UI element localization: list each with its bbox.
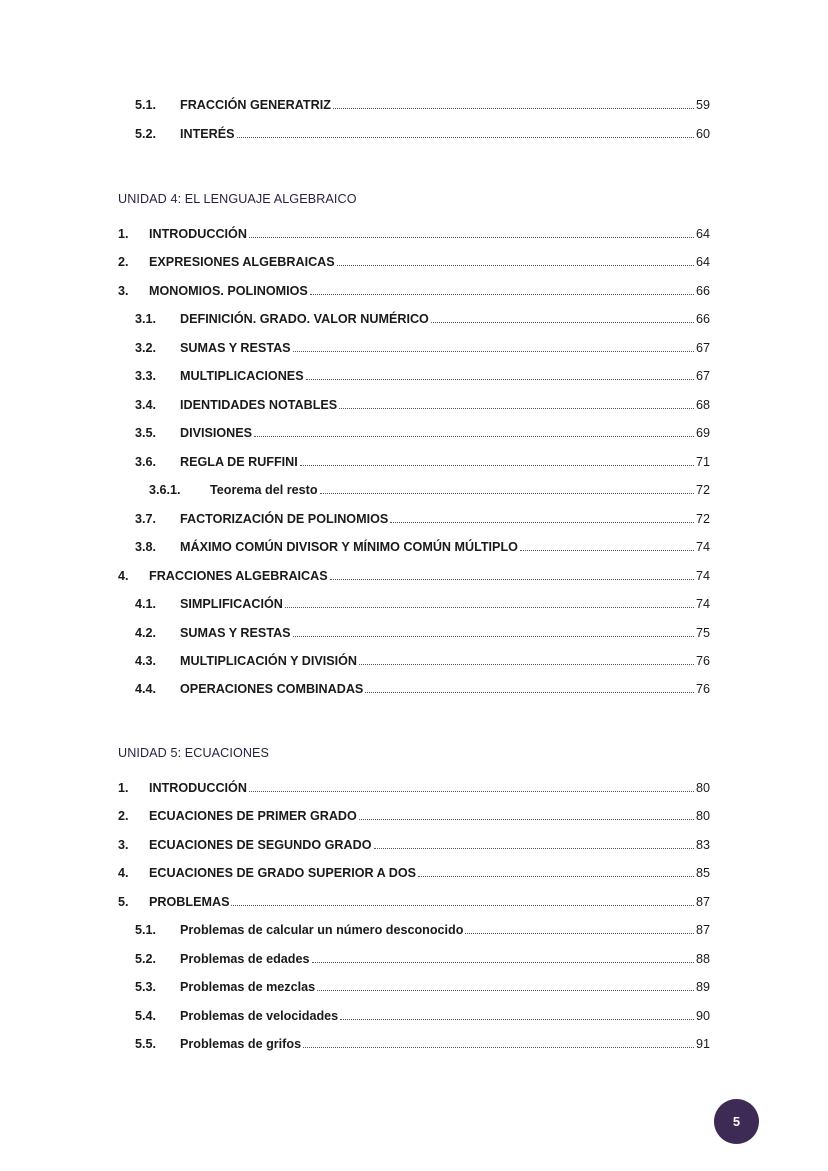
- toc-leader-dots: [293, 635, 694, 637]
- toc-entry-title: MONOMIOS. POLINOMIOS: [149, 284, 308, 298]
- toc-entry[interactable]: [118, 809, 710, 829]
- toc-entry-page: 89: [695, 980, 710, 994]
- toc-entry-title: SUMAS Y RESTAS: [180, 626, 291, 640]
- toc-entry-title: INTERÉS: [180, 127, 235, 141]
- toc-entry-title: ECUACIONES DE GRADO SUPERIOR A DOS: [149, 866, 417, 880]
- toc-entry-title: IDENTIDADES NOTABLES: [180, 398, 338, 412]
- toc-entry[interactable]: [135, 654, 710, 674]
- toc-entry-page: 75: [695, 626, 710, 640]
- toc-entry-number: 5.1.: [135, 923, 157, 937]
- toc-entry-page: 59: [695, 98, 710, 112]
- toc-entry-title: SUMAS Y RESTAS: [180, 341, 291, 355]
- toc-leader-dots: [359, 663, 694, 665]
- toc-entry-page: 85: [695, 866, 710, 880]
- toc-entry-title: Problemas de velocidades: [180, 1009, 339, 1023]
- toc-leader-dots: [237, 136, 694, 138]
- toc-entry-title: PROBLEMAS: [149, 895, 230, 909]
- toc-entry-number: 4.1.: [135, 597, 157, 611]
- toc-entry[interactable]: [135, 98, 710, 118]
- toc-leader-dots: [306, 378, 694, 380]
- toc-entry-title: Problemas de mezclas: [180, 980, 316, 994]
- toc-leader-dots: [390, 521, 694, 523]
- toc-entry[interactable]: [118, 781, 710, 801]
- toc-leader-dots: [418, 875, 694, 877]
- toc-entry-title: ECUACIONES DE PRIMER GRADO: [149, 809, 357, 823]
- toc-entry[interactable]: [149, 483, 710, 503]
- toc-entry-number: 1.: [118, 227, 129, 241]
- toc-entry-number: 5.: [118, 895, 129, 909]
- toc-entry-number: 3.3.: [135, 369, 157, 383]
- toc-entry-title: MULTIPLICACIONES: [180, 369, 304, 383]
- toc-entry[interactable]: [118, 895, 710, 915]
- toc-entry-title: SIMPLIFICACIÓN: [180, 597, 283, 611]
- toc-entry[interactable]: [135, 682, 710, 702]
- toc-entry-number: 2.: [118, 809, 129, 823]
- toc-entry-number: 2.: [118, 255, 129, 269]
- toc-leader-dots: [330, 578, 694, 580]
- toc-entry[interactable]: [135, 1037, 710, 1057]
- toc-leader-dots: [359, 818, 694, 820]
- toc-leader-dots: [231, 904, 694, 906]
- toc-entry[interactable]: [118, 227, 710, 247]
- toc-entry-page: 64: [695, 227, 710, 241]
- toc-entry[interactable]: [135, 512, 710, 532]
- toc-leader-dots: [303, 1046, 694, 1048]
- toc-entry[interactable]: [135, 127, 710, 147]
- toc-entry[interactable]: [135, 980, 710, 1000]
- toc-entry[interactable]: [135, 923, 710, 943]
- toc-entry-title: EXPRESIONES ALGEBRAICAS: [149, 255, 335, 269]
- toc-entry[interactable]: [135, 312, 710, 332]
- toc-entry[interactable]: [135, 426, 710, 446]
- toc-entry-page: 69: [695, 426, 710, 440]
- toc-entry-number: 4.3.: [135, 654, 157, 668]
- toc-entry-number: 5.5.: [135, 1037, 157, 1051]
- toc-entry-number: 3.2.: [135, 341, 157, 355]
- toc-leader-dots: [520, 549, 694, 551]
- toc-entry-page: 60: [695, 127, 710, 141]
- toc-entry[interactable]: [118, 569, 710, 589]
- toc-entry-title: INTRODUCCIÓN: [149, 781, 247, 795]
- toc-entry-number: 5.2.: [135, 952, 157, 966]
- toc-entry-number: 3.1.: [135, 312, 157, 326]
- toc-entry-page: 83: [695, 838, 710, 852]
- toc-entry-number: 3.4.: [135, 398, 157, 412]
- toc-entry-page: 74: [695, 540, 710, 554]
- toc-leader-dots: [340, 1018, 694, 1020]
- toc-leader-dots: [254, 435, 694, 437]
- toc-entry[interactable]: [118, 255, 710, 275]
- toc-leader-dots: [431, 321, 694, 323]
- toc-entry-page: 72: [695, 483, 710, 497]
- toc-entry-title: FACTORIZACIÓN DE POLINOMIOS: [180, 512, 389, 526]
- toc-entry[interactable]: [118, 284, 710, 304]
- toc-entry[interactable]: [135, 398, 710, 418]
- page-number-badge: 5: [714, 1099, 759, 1144]
- toc-entry[interactable]: [135, 1009, 710, 1029]
- toc-entry[interactable]: [135, 597, 710, 617]
- toc-entry-page: 76: [695, 654, 710, 668]
- toc-leader-dots: [365, 691, 694, 693]
- toc-entry-number: 5.2.: [135, 127, 157, 141]
- toc-leader-dots: [374, 847, 694, 849]
- toc-entry-title: ECUACIONES DE SEGUNDO GRADO: [149, 838, 372, 852]
- toc-leader-dots: [317, 989, 694, 991]
- toc-entry-page: 66: [695, 284, 710, 298]
- toc-leader-dots: [249, 790, 694, 792]
- toc-entry-page: 90: [695, 1009, 710, 1023]
- toc-entry-page: 87: [695, 923, 710, 937]
- toc-leader-dots: [249, 236, 694, 238]
- toc-entry-number: 3.6.: [135, 455, 157, 469]
- unit-5-heading: UNIDAD 5: ECUACIONES: [118, 746, 270, 760]
- toc-entry[interactable]: [135, 369, 710, 389]
- toc-leader-dots: [465, 932, 694, 934]
- toc-leader-dots: [320, 492, 694, 494]
- toc-entry[interactable]: [135, 626, 710, 646]
- toc-entry-page: 74: [695, 597, 710, 611]
- toc-entry-page: 64: [695, 255, 710, 269]
- toc-entry-page: 66: [695, 312, 710, 326]
- toc-entry-title: MULTIPLICACIÓN Y DIVISIÓN: [180, 654, 358, 668]
- toc-entry[interactable]: [135, 540, 710, 560]
- toc-leader-dots: [293, 350, 694, 352]
- toc-entry-page: 80: [695, 809, 710, 823]
- toc-leader-dots: [285, 606, 694, 608]
- toc-entry[interactable]: [135, 455, 710, 475]
- toc-entry-number: 1.: [118, 781, 129, 795]
- toc-entry-title: Problemas de grifos: [180, 1037, 302, 1051]
- toc-entry-page: 71: [695, 455, 710, 469]
- toc-entry-title: FRACCIONES ALGEBRAICAS: [149, 569, 328, 583]
- toc-leader-dots: [300, 464, 694, 466]
- toc-entry-page: 87: [695, 895, 710, 909]
- toc-entry-number: 4.: [118, 569, 129, 583]
- toc-entry-page: 72: [695, 512, 710, 526]
- toc-entry-page: 74: [695, 569, 710, 583]
- toc-leader-dots: [333, 107, 694, 109]
- toc-entry-page: 67: [695, 369, 710, 383]
- toc-entry-number: 3.8.: [135, 540, 157, 554]
- toc-entry-title: Problemas de calcular un número desconocido: [180, 923, 464, 937]
- toc-entry-title: Problemas de edades: [180, 952, 310, 966]
- toc-entry-title: INTRODUCCIÓN: [149, 227, 247, 241]
- toc-entry-title: MÁXIMO COMÚN DIVISOR Y MÍNIMO COMÚN MÚLTIPLO: [180, 540, 518, 554]
- toc-entry-title: REGLA DE RUFFINI: [180, 455, 298, 469]
- toc-leader-dots: [339, 407, 694, 409]
- toc-entry-page: 80: [695, 781, 710, 795]
- toc-entry-number: 3.7.: [135, 512, 157, 526]
- toc-entry-page: 88: [695, 952, 710, 966]
- toc-entry-page: 68: [695, 398, 710, 412]
- toc-entry-title: Teorema del resto: [210, 483, 318, 497]
- toc-entry-number: 3.6.1.: [149, 483, 181, 497]
- toc-entry-page: 67: [695, 341, 710, 355]
- toc-entry-title: OPERACIONES COMBINADAS: [180, 682, 364, 696]
- toc-entry[interactable]: [135, 952, 710, 972]
- unit-4-heading: UNIDAD 4: EL LENGUAJE ALGEBRAICO: [118, 192, 357, 206]
- toc-leader-dots: [337, 264, 694, 266]
- toc-entry-number: 4.: [118, 866, 129, 880]
- toc-entry-number: 3.5.: [135, 426, 157, 440]
- toc-leader-dots: [312, 961, 694, 963]
- toc-entry-page: 76: [695, 682, 710, 696]
- toc-entry-number: 4.4.: [135, 682, 157, 696]
- toc-entry-number: 3.: [118, 838, 129, 852]
- toc-entry-number: 5.3.: [135, 980, 157, 994]
- toc-entry-number: 5.1.: [135, 98, 157, 112]
- toc-entry-page: 91: [695, 1037, 710, 1051]
- toc-leader-dots: [310, 293, 694, 295]
- toc-entry[interactable]: [118, 866, 710, 886]
- toc-entry[interactable]: [118, 838, 710, 858]
- toc-entry-number: 3.: [118, 284, 129, 298]
- toc-entry-title: FRACCIÓN GENERATRIZ: [180, 98, 331, 112]
- toc-entry-number: 4.2.: [135, 626, 157, 640]
- toc-entry[interactable]: [135, 341, 710, 361]
- toc-entry-title: DIVISIONES: [180, 426, 253, 440]
- toc-entry-title: DEFINICIÓN. GRADO. VALOR NUMÉRICO: [180, 312, 429, 326]
- toc-entry-number: 5.4.: [135, 1009, 157, 1023]
